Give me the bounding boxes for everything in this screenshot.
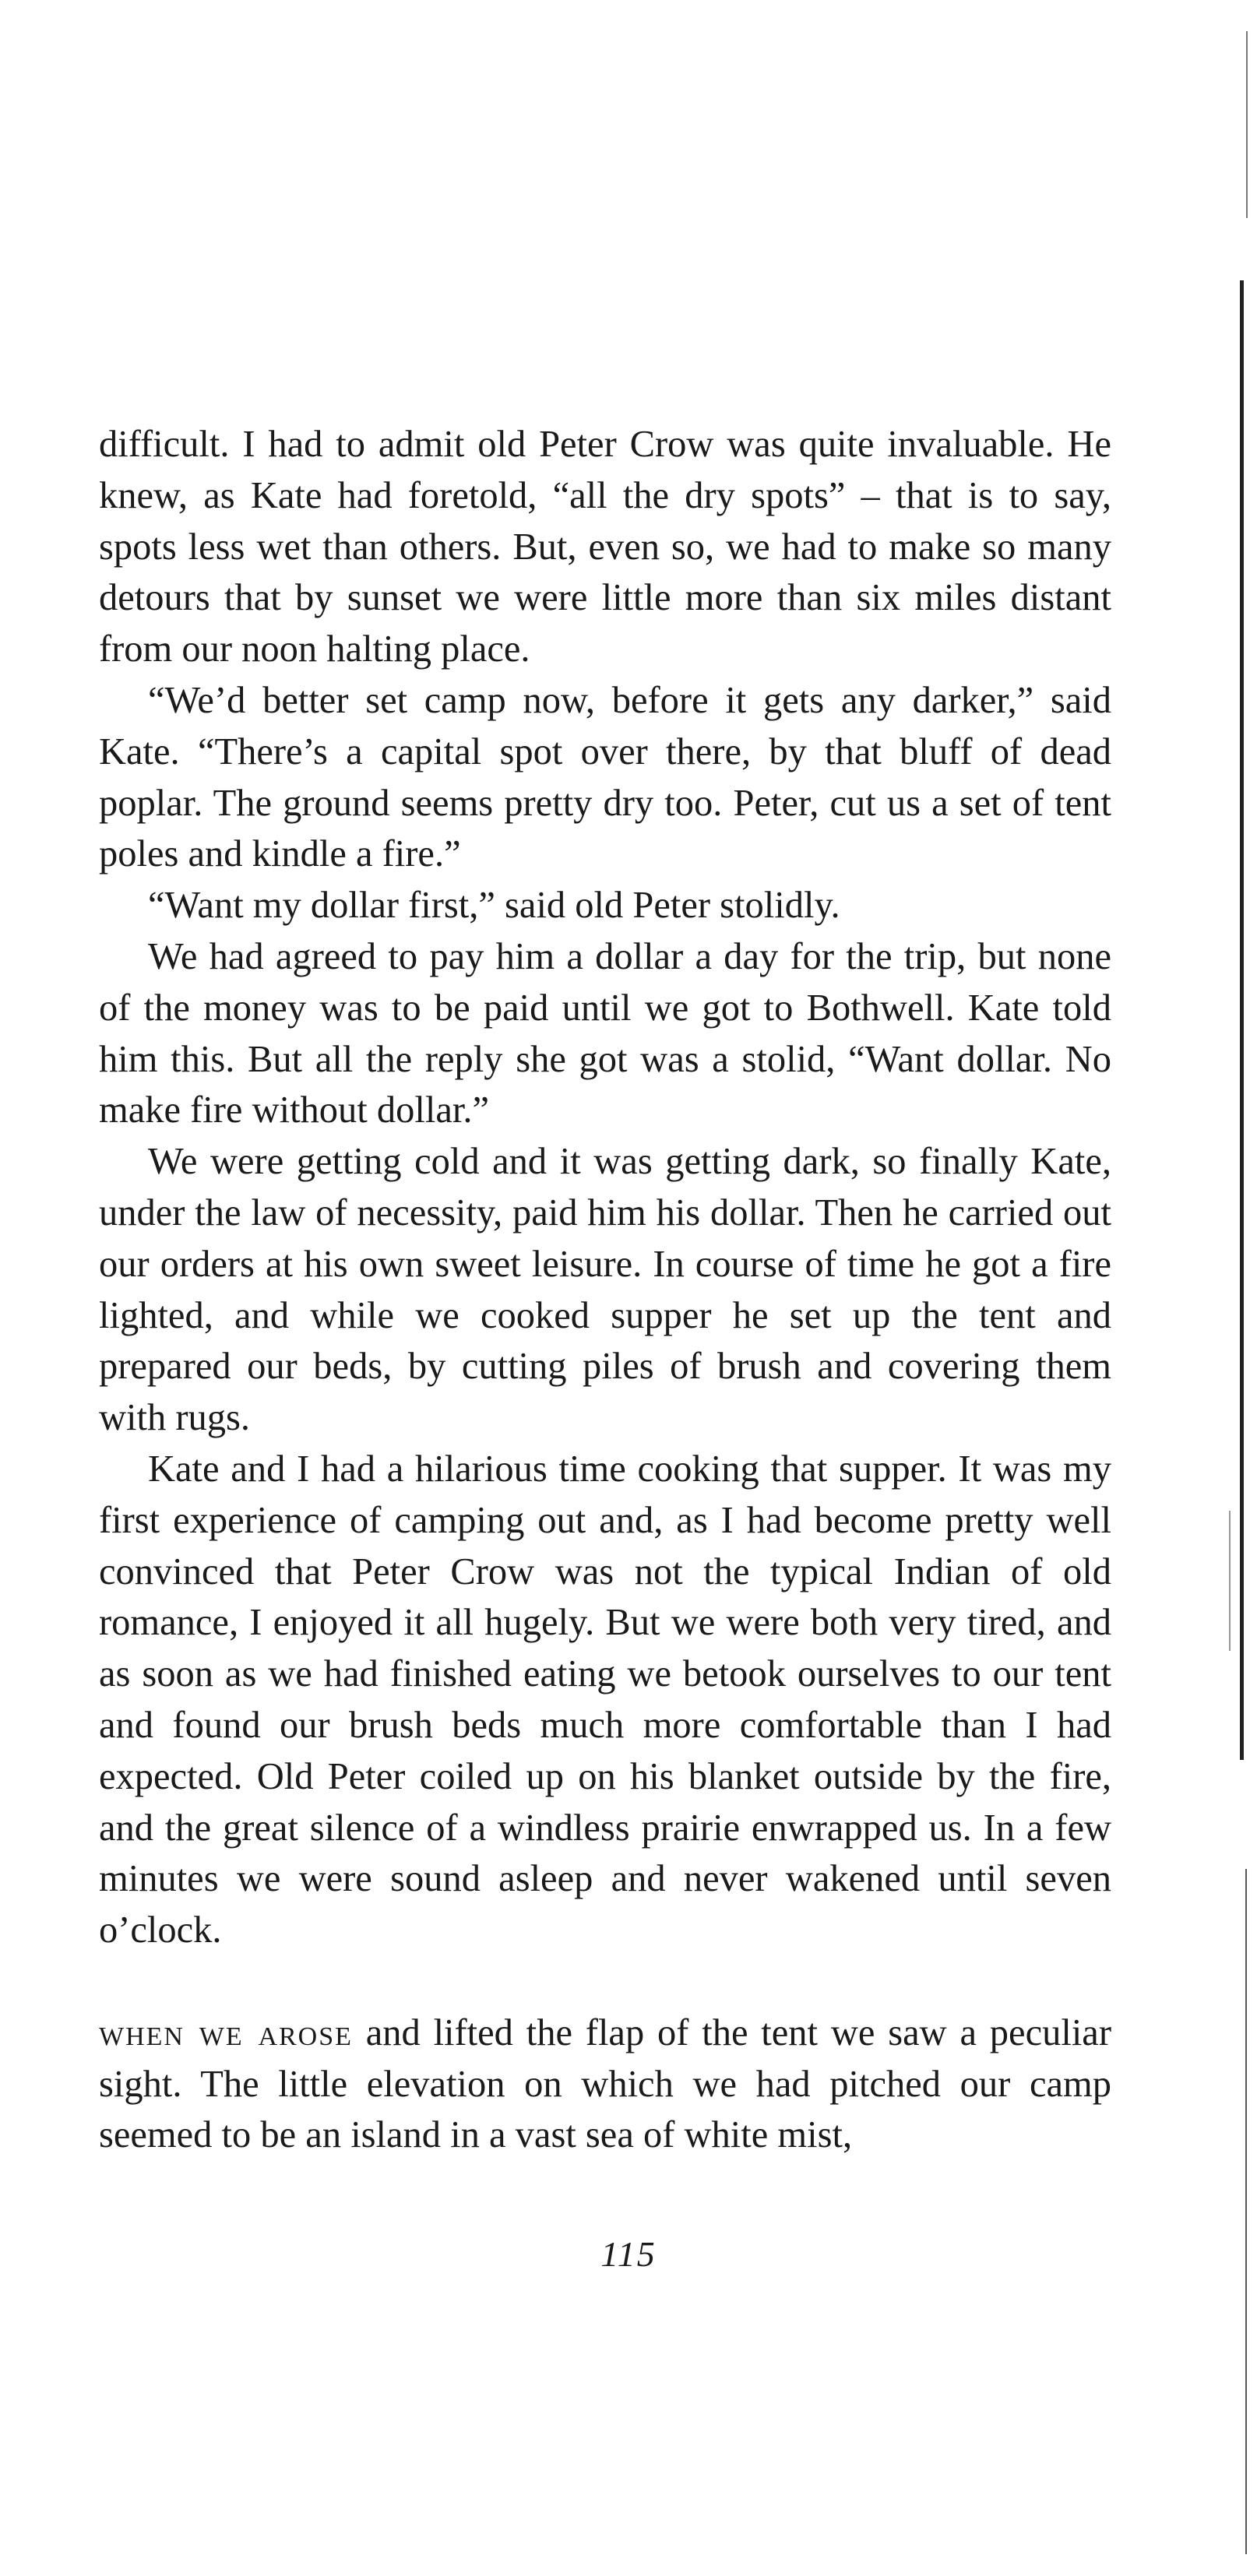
section-text: and lifted the flap of the tent we saw a peculiar sight. The little elevation on which we had pitched our camp seemed to be an island in a vast sea of white mist, bbox=[99, 2011, 1111, 2156]
paragraph: “Want my dollar first,” said old Peter stolidly. bbox=[148, 885, 840, 927]
paragraph: We were getting cold and it was getting dark, so finally Kate, under the law of necessity, paid him his dollar. Then he carried out our orders at his own sweet leisure. In course of time he got a fire lighted, and while we cooked supper he set up the tent and prepared our beds, by cutting piles of brush and covering them with rugs. bbox=[99, 1141, 1111, 1439]
scan-edge-line bbox=[1245, 1869, 1247, 2554]
scan-edge-line bbox=[1246, 31, 1248, 218]
scan-edge-line bbox=[1229, 1511, 1231, 1651]
section-lead-in: when we arose bbox=[99, 2011, 353, 2053]
page-number: 115 bbox=[600, 2234, 657, 2274]
body-text bbox=[99, 419, 1111, 2161]
scan-edge-line bbox=[1240, 280, 1244, 1760]
paragraph: Kate and I had a hilarious time cooking that supper. It was my first experience of camping out and, as I had become pretty well convinced that Peter Crow was not the typical Indian of old romance, I enjoyed it all hugely. But we were both very tired, and as soon as we had finished eating we betook ourselves to our tent and found our brush beds much more comfortable than I had expected. Old Peter coiled up on his blanket outside by the fire, and the great silence of a windless prairie enwrapped us. In a few minutes we were sound asleep and never wakened until seven o’clock. bbox=[99, 1448, 1111, 1951]
paragraph: “We’d better set camp now, before it gets any darker,” said Kate. “There’s a capital spot over there, by that bluff of dead poplar. The ground seems pretty dry too. Peter, cut us a set of tent poles and kindle a fire.” bbox=[99, 679, 1111, 875]
paragraph-continued: difficult. I had to admit old Peter Crow was quite invaluable. He knew, as Kate had foretold, “all the dry spots” – that is to say, spots less wet than others. But, even so, we had to make so many detours that by sunset we were little more than six miles distant from our noon halting place. bbox=[99, 424, 1111, 670]
paragraph: We had agreed to pay him a dollar a day for the trip, but none of the money was to be paid until we got to Bothwell. Kate told him this. But all the reply she got was a stolid, “Want dollar. No make fire without dollar.” bbox=[99, 935, 1111, 1131]
section-opening-paragraph bbox=[99, 2008, 1111, 2161]
